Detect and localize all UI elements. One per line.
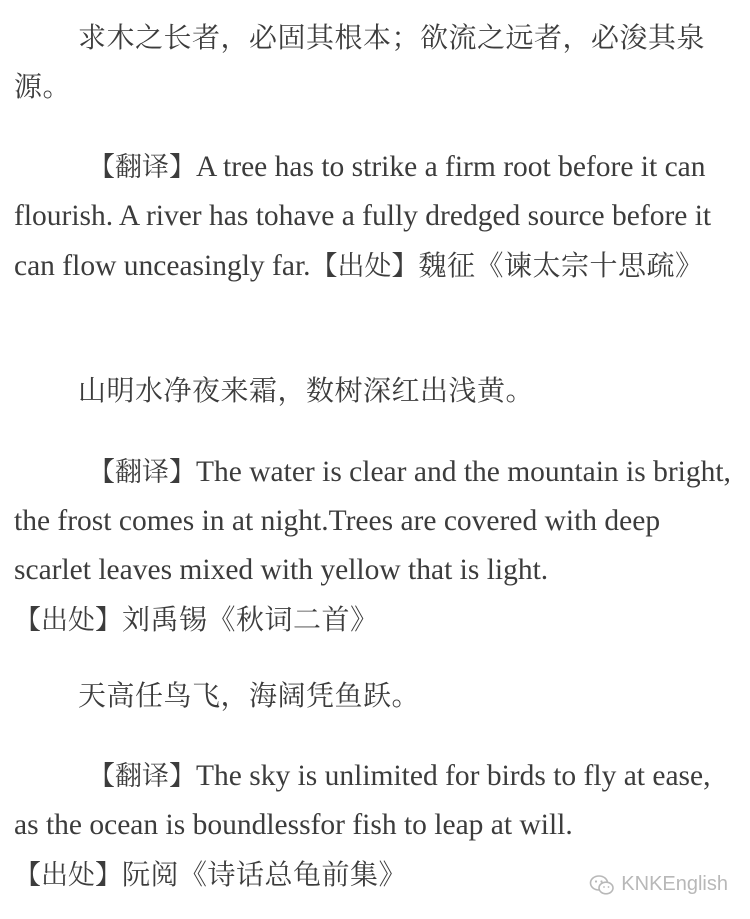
source-tag: 【出处】 xyxy=(14,605,122,636)
source-text: 魏征《谏太宗十思疏》 xyxy=(418,249,704,282)
source-tag: 【出处】 xyxy=(310,251,419,282)
quote-text: 求木之长者，必固其根本；欲流之远者，必浚其泉源。 xyxy=(14,21,706,103)
source-tag: 【出处】 xyxy=(14,860,122,891)
translation-paragraph-2 xyxy=(14,448,734,645)
watermark-text: KNKEnglish xyxy=(621,873,728,895)
quote-text: 山明水净夜来霜，数树深红出浅黄。 xyxy=(78,374,535,407)
quote-text: 天高任鸟飞，海阔凭鱼跃。 xyxy=(78,679,421,712)
translation-paragraph-1 xyxy=(14,143,734,291)
translation-text: The water is clear and the mountain is bright, the frost comes in at night.Trees are covered with deep scarlet leaves mixed with yellow that is light. xyxy=(14,456,731,586)
translation-text: A tree has to strike a firm root before it can flourish. A river has tohave a fully dredged source before it can flow unceasingly far. xyxy=(14,151,712,282)
quote-paragraph-1 xyxy=(14,13,734,111)
translation-tag: 【翻译】 xyxy=(88,457,196,488)
source-text: 刘禹锡《秋词二首》 xyxy=(122,603,379,636)
translation-text: The sky is unlimited for birds to fly at ease, as the ocean is boundlessfor fish to leap at will. xyxy=(14,760,711,841)
quote-paragraph-2 xyxy=(14,366,734,415)
translation-tag: 【翻译】 xyxy=(88,152,196,183)
wechat-icon xyxy=(589,874,615,896)
watermark xyxy=(589,873,728,896)
translation-tag: 【翻译】 xyxy=(88,761,196,792)
source-text: 阮阅《诗话总龟前集》 xyxy=(122,858,408,891)
quote-paragraph-3 xyxy=(14,671,734,720)
